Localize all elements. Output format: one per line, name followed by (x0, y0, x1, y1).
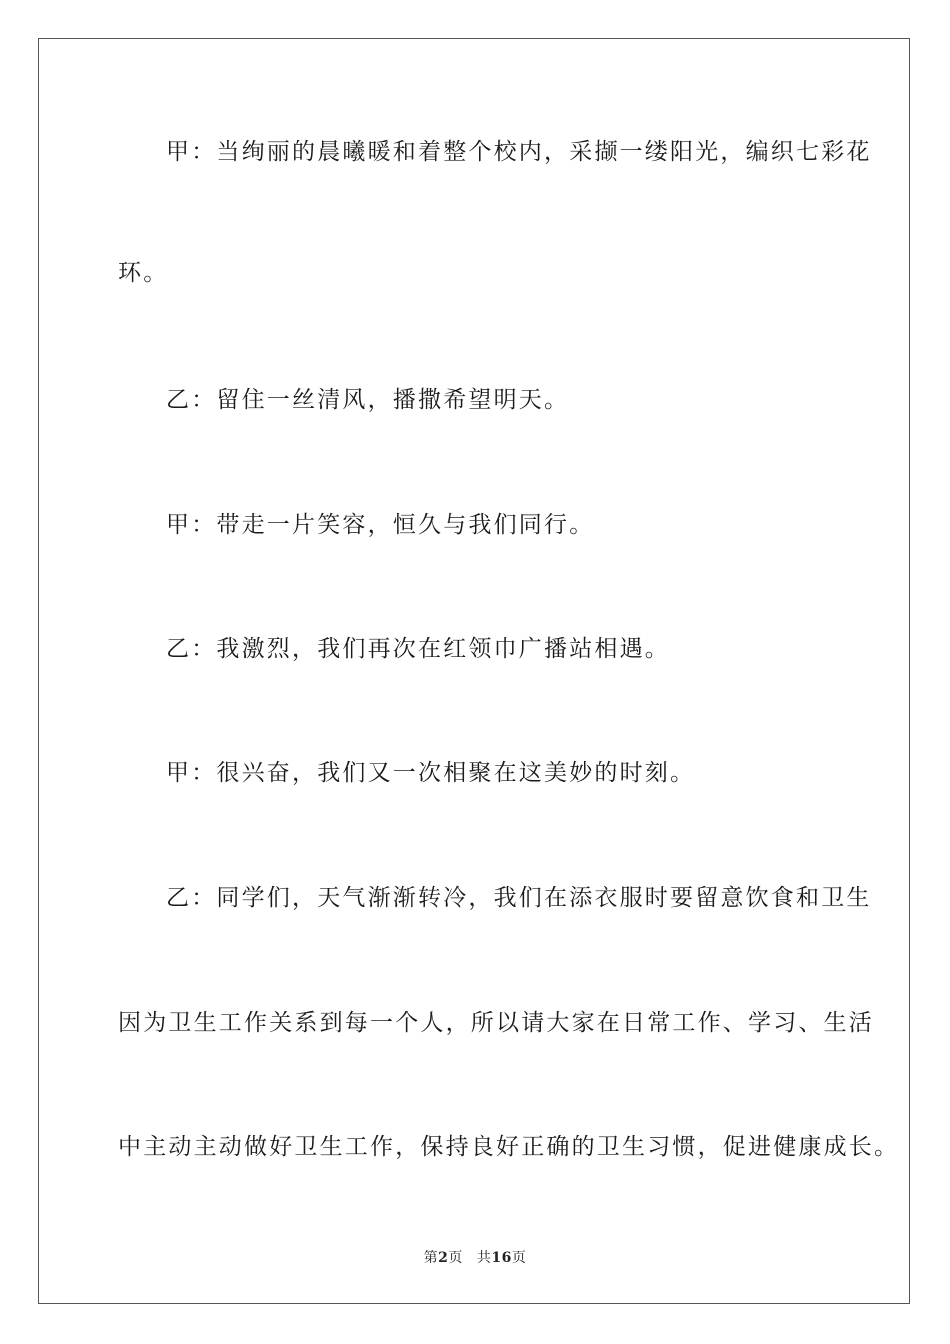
paragraph-line-8: 因为卫生工作关系到每一个人，所以请大家在日常工作、学习、生活 (118, 1010, 874, 1036)
footer-page-prefix: 第 (423, 1250, 439, 1266)
paragraph-line-9: 中主动主动做好卫生工作，保持良好正确的卫生习惯，促进健康成长。 (118, 1134, 900, 1160)
paragraph-line-1: 甲：当绚丽的晨曦暖和着整个校内，采撷一缕阳光，编织七彩花 (166, 139, 872, 165)
paragraph-line-3: 乙：留住一丝清风，播撒希望明天。 (166, 387, 570, 413)
footer-total-pages: 16 (491, 1250, 512, 1266)
footer-page-number: 2 (438, 1250, 449, 1266)
footer-total-prefix: 共 (476, 1250, 492, 1266)
paragraph-line-4: 甲：带走一片笑容，恒久与我们同行。 (166, 512, 595, 538)
footer-page-suffix: 页 (448, 1250, 463, 1266)
paragraph-line-7: 乙：同学们，天气渐渐转冷，我们在添衣服时要留意饮食和卫生 (166, 885, 872, 911)
paragraph-line-5: 乙：我激烈，我们再次在红领巾广播站相遇。 (166, 636, 670, 662)
paragraph-line-6: 甲：很兴奋，我们又一次相聚在这美妙的时刻。 (166, 760, 696, 786)
page-footer (0, 1247, 950, 1267)
paragraph-line-2: 环。 (118, 260, 169, 286)
page-border (38, 38, 910, 1304)
footer-total-suffix: 页 (511, 1250, 527, 1266)
